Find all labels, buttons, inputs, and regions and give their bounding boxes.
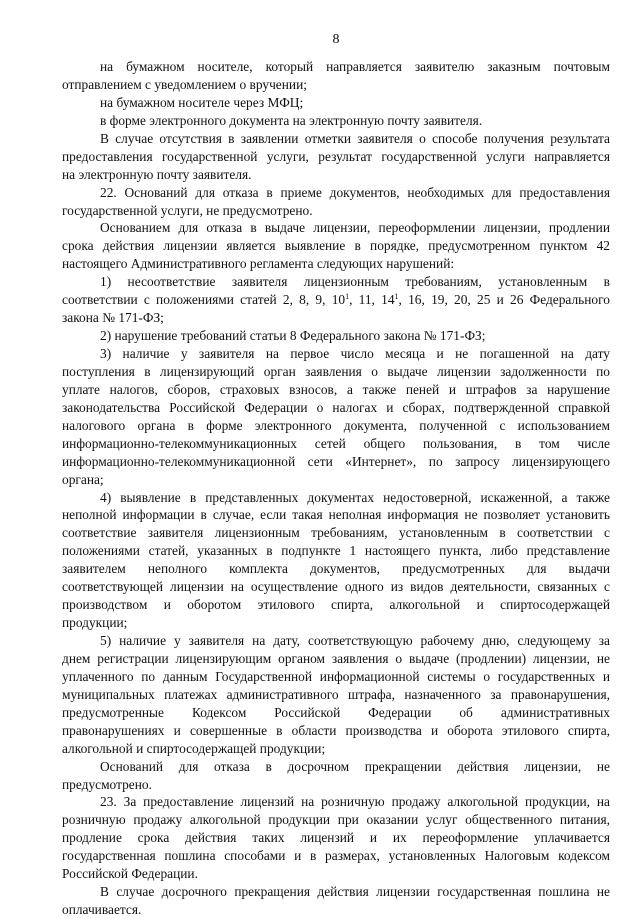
- text-line: предусмотренные Кодексом Российской Федерации об административных: [62, 704, 610, 720]
- text-line: уплаченного по данным Государственной информационной системы о государственных и: [62, 668, 610, 684]
- text-line: поступления в лицензирующий орган заявления о выдаче лицензии задолженности по: [62, 363, 610, 379]
- text-line: информационно-телекоммуникационной сети «Интернет», по запросу лицензирующего: [62, 453, 610, 469]
- text-line: отправлением с уведомлением о вручении;: [62, 76, 307, 92]
- text-line: закона № 171-ФЗ;: [62, 310, 164, 326]
- text-line: производством и оборотом этилового спирта, алкогольной и спиртосодержащей: [62, 597, 610, 613]
- text-line: на электронную почту заявителя.: [62, 166, 252, 182]
- text-line: В случае отсутствия в заявлении отметки заявителя о способе получения результата: [100, 130, 610, 146]
- text-line: алкогольной и спиртосодержащей продукции;: [62, 740, 326, 756]
- text-line: Российской Федерации.: [62, 866, 198, 882]
- text-line: положениями статей, указанных в подпункте 1 настоящего пункта, либо представление: [62, 543, 610, 559]
- text-line: 22. Оснований для отказа в приеме документов, необходимых для предоставления: [100, 184, 610, 200]
- text-line: В случае досрочного прекращения действия лицензии государственная пошлина не: [100, 884, 610, 900]
- text-line: в форме электронного документа на электронную почту заявителя.: [100, 112, 483, 128]
- text-line: 1) несоответствие заявителя лицензионным требованиям, установленным в: [100, 274, 610, 290]
- text-line: 23. За предоставление лицензий на розничную продажу алкогольной продукции, на: [100, 794, 610, 810]
- text-line: [62, 291, 610, 309]
- text-line: срока действия лицензии является выявление в порядке, предусмотренном пунктом 42: [62, 238, 610, 254]
- text-line: Основанием для отказа в выдаче лицензии, переоформлении лицензии, продлении: [100, 220, 610, 236]
- text-line: государственная пошлина способами и в размерах, установленных Налоговым кодексом: [62, 848, 610, 864]
- text-line: неполной информации в случае, если такая неполная информация не позволяет установить: [62, 507, 610, 523]
- text-line: заявителем неполного комплекта документов, предусмотренных для выдачи: [62, 561, 610, 577]
- text-line: уплате налогов, сборов, страховых взносов, а также пеней и штрафов за нарушение: [62, 381, 610, 397]
- text-line: на бумажном носителе, который направляется заявителю заказным почтовым: [100, 59, 610, 74]
- text-line: 3) наличие у заявителя на первое число месяца и не погашенной на дату: [100, 346, 610, 361]
- text-line: днем регистрации лицензирующим органом заявления о выдаче (продлении) лицензии, не: [62, 650, 610, 666]
- text-line: соответствие заявителя лицензионным требованиям, установленным в соответствии с: [62, 525, 610, 541]
- superscript: 1: [394, 292, 399, 302]
- text-line: оплачивается.: [62, 902, 142, 918]
- text-line: законодательства Российской Федерации о налогах и сборах, подтвержденной справкой: [62, 399, 610, 415]
- text-line: соответствующей лицензии на осуществление одного из видов деятельности, связанных с: [62, 579, 610, 595]
- text-line: на бумажном носителе через МФЦ;: [100, 94, 304, 110]
- text-line: розничную продажу алкогольной продукции при оказании услуг общественного питания,: [62, 812, 610, 828]
- text-line: информационно-телекоммуникационных сетей общего пользования, в том числе: [62, 435, 610, 451]
- text-span: , 16, 19, 20, 25 и 26 Федерального: [398, 292, 610, 308]
- text-line: продукции;: [62, 615, 128, 631]
- page-number: 8: [332, 32, 340, 47]
- text-line: налогового органа в форме электронного документа, полученной с использованием: [62, 417, 610, 433]
- text-line: предусмотрено.: [62, 776, 152, 792]
- text-line: настоящего Административного регламента следующих нарушений:: [62, 256, 455, 272]
- text-line: Оснований для отказа в досрочном прекращении действия лицензии, не: [100, 758, 610, 774]
- superscript: 1: [345, 292, 350, 302]
- text-line: предоставления государственной услуги, результат государственной услуги направляется: [62, 148, 610, 164]
- text-line: органа;: [62, 471, 104, 487]
- text-line: 2) нарушение требований статьи 8 Федерального закона № 171-ФЗ;: [100, 328, 486, 344]
- text-line: 4) выявление в представленных документах недостоверной, искаженной, а также: [100, 489, 610, 505]
- text-span: соответствии с положениями статей 2, 8, 9, 10: [62, 292, 346, 308]
- text-line: правонарушениях и совершенные в области производства и оборота этилового спирта,: [62, 722, 610, 738]
- text-line: 5) наличие у заявителя на дату, соответствующую рабочему дню, следующему за: [100, 633, 610, 648]
- document-body: [62, 58, 610, 919]
- text-span: , 11, 14: [349, 292, 395, 308]
- text-line: государственной услуги, не предусмотрено.: [62, 202, 313, 218]
- text-line: продление срока действия таких лицензий и их переоформление уплачивается: [62, 830, 610, 846]
- text-line: муниципальных платежах административного штрафа, назначенного за правонарушения,: [62, 686, 610, 702]
